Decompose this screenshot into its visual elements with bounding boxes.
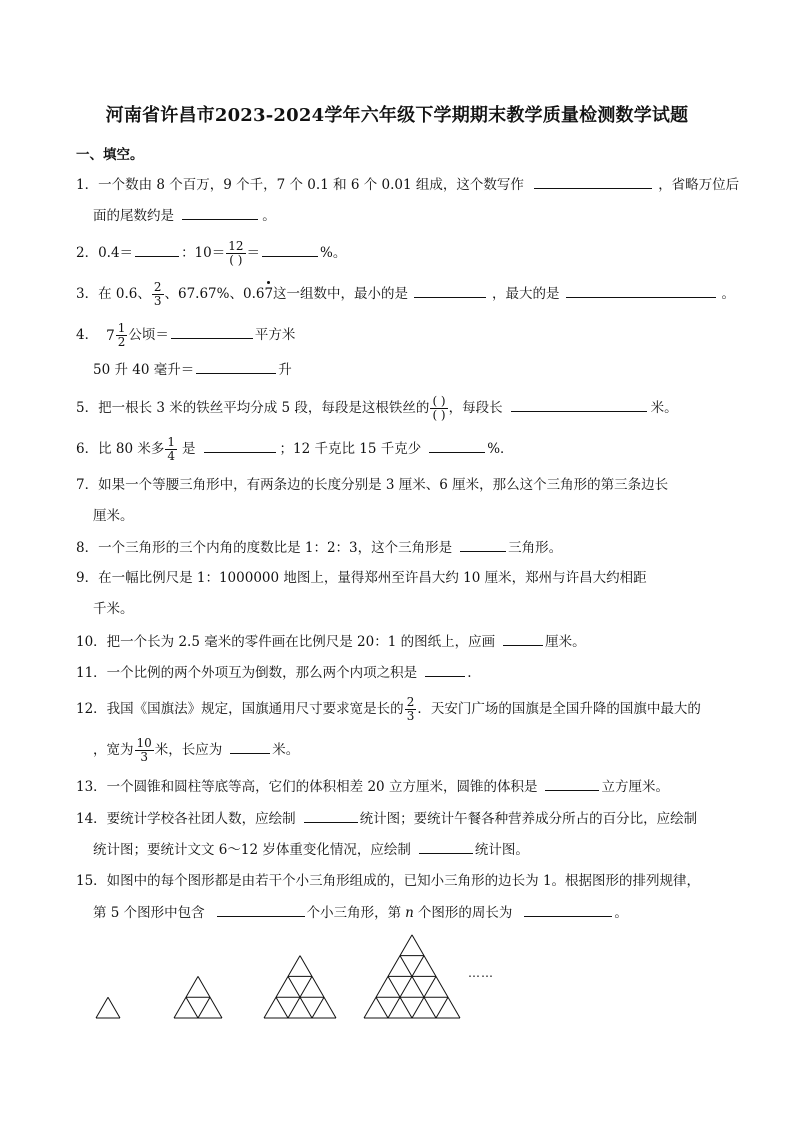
- question-text: ：10＝: [181, 245, 226, 261]
- question-10: [76, 631, 586, 652]
- question-text: 千米。: [93, 601, 134, 617]
- answer-blank[interactable]: [204, 438, 276, 453]
- fraction-numerator: 2: [406, 695, 415, 709]
- question-text: 7．如果一个等腰三角形中，有两条边的长度分别是 3 厘米、6 厘米，那么这个三角形的第三条边长: [76, 477, 669, 493]
- question-12-line-2: [93, 737, 299, 764]
- fraction-numerator: 12: [228, 239, 244, 253]
- answer-blank[interactable]: [534, 174, 652, 189]
- question-text: 。: [721, 286, 736, 302]
- fraction: [430, 395, 447, 422]
- question-text: %。: [320, 245, 347, 261]
- question-text: ；12 千克比 15 千克少: [279, 441, 422, 457]
- question-text: ，省略万位后: [658, 177, 740, 193]
- question-text: 立方厘米。: [601, 779, 669, 795]
- fraction: [152, 281, 164, 308]
- question-text: 4．: [76, 327, 99, 343]
- question-text: 15．如图中的每个图形都是由若干个小三角形组成的，已知小三角形的边长为 1。根据图形的排列规律，: [76, 873, 701, 889]
- question-1-line-2: [93, 205, 276, 226]
- triangle-figure-4: [364, 935, 460, 1018]
- question-text: 米，长应为: [154, 742, 223, 758]
- question-8: [76, 537, 562, 558]
- fraction-denominator[interactable]: ( ): [432, 408, 446, 422]
- section-heading: 一、填空。: [76, 147, 144, 163]
- question-text: 、67.67%、0.6: [164, 286, 265, 302]
- question-13: [76, 776, 669, 797]
- question-text: ，最大的是: [492, 286, 560, 302]
- question-text: 是: [182, 441, 196, 457]
- answer-blank[interactable]: [262, 242, 318, 257]
- triangle-figure-1: [96, 997, 120, 1018]
- question-text: 平方米: [254, 327, 296, 343]
- triangle-edge: [96, 997, 108, 1018]
- question-text: 个图形的周长为: [417, 905, 513, 921]
- fraction-denominator: 4: [167, 449, 175, 463]
- triangle-figure-3: [264, 956, 336, 1018]
- answer-blank[interactable]: [566, 283, 716, 298]
- question-text: 10．把一个长为 2.5 毫米的零件画在比例尺是 20：1 的图纸上，应画: [76, 634, 496, 650]
- question-text: 三角形。: [508, 540, 563, 556]
- triangle-edge: [376, 997, 388, 1018]
- triangle-edge: [300, 956, 336, 1018]
- triangle-edge: [264, 956, 300, 1018]
- question-text: 3．在 0.6、: [76, 286, 151, 302]
- answer-blank[interactable]: [524, 902, 612, 917]
- question-11: [76, 662, 471, 683]
- answer-blank[interactable]: [425, 662, 465, 677]
- triangle-edge: [198, 997, 210, 1018]
- question-9-line-1: [76, 568, 647, 588]
- question-text: 14．要统计学校各社团人数，应绘制: [76, 811, 296, 827]
- question-text: 第 5 个图形中包含: [93, 905, 205, 921]
- fraction-denominator: 2: [117, 335, 126, 349]
- question-text: 米。: [650, 400, 678, 416]
- question-text: ，宽为: [93, 742, 134, 758]
- question-text: 13．一个圆锥和圆柱等底等高，它们的体积相差 20 立方厘米，圆锥的体积是: [76, 779, 538, 795]
- question-text: 公顷＝: [128, 327, 169, 343]
- answer-blank[interactable]: [419, 839, 473, 854]
- question-15-line-1: [76, 871, 700, 891]
- question-text: 9．在一幅比例尺是 1：1000000 地图上，量得郑州至许昌大约 10 厘米，郑州与许昌大约相距: [76, 570, 647, 586]
- answer-blank[interactable]: [511, 397, 647, 412]
- question-text: 5．把一根长 3 米的铁丝平均分成 5 段，每段是这根铁丝的: [76, 400, 430, 416]
- fraction-numerator: 1: [167, 435, 175, 449]
- fraction-denominator: 3: [140, 750, 148, 764]
- question-text: 8．一个三角形的三个内角的度数比是 1：2：3，这个三角形是: [76, 540, 453, 556]
- triangle-figure-2: [174, 976, 222, 1018]
- triangle-edge: [276, 997, 288, 1018]
- answer-blank[interactable]: [503, 631, 543, 646]
- question-12-line-1: [76, 696, 701, 723]
- answer-blank[interactable]: [460, 537, 506, 552]
- answer-blank[interactable]: [196, 359, 276, 374]
- question-7-line-2: [93, 506, 134, 526]
- answer-blank[interactable]: [217, 902, 305, 917]
- answer-blank[interactable]: [171, 324, 253, 339]
- question-text: ，每段长: [448, 400, 503, 416]
- question-3: [76, 281, 735, 308]
- triangle-edge: [186, 997, 198, 1018]
- continuation-ellipsis: ……: [468, 966, 494, 980]
- fraction-denominator: 3: [406, 709, 415, 723]
- triangle-pattern-figure: [0, 930, 794, 1030]
- fraction-numerator: 2: [153, 280, 162, 294]
- fraction: [165, 436, 177, 463]
- question-1-line-1: [76, 174, 739, 195]
- variable-n: n: [405, 905, 414, 921]
- question-text: 厘米。: [93, 508, 134, 524]
- answer-blank[interactable]: [545, 776, 599, 791]
- question-text: 米。: [272, 742, 300, 758]
- fraction-denominator[interactable]: ( ): [229, 253, 243, 267]
- question-text: 6．比 80 米多: [76, 441, 165, 457]
- question-text: %．: [487, 441, 514, 457]
- triangle-edge: [436, 997, 448, 1018]
- triangle-edge: [400, 956, 436, 1018]
- question-text: .: [467, 665, 472, 681]
- question-text: 。: [614, 905, 628, 921]
- answer-blank[interactable]: [429, 438, 485, 453]
- question-text: 升: [278, 362, 292, 378]
- question-text: 11．一个比例的两个外项互为倒数，那么两个内项之积是: [76, 665, 418, 681]
- triangle-edge: [312, 997, 324, 1018]
- question-text: 2．0.4＝: [76, 245, 134, 261]
- mixed-number-integer: 7: [106, 327, 115, 344]
- answer-blank[interactable]: [135, 242, 179, 257]
- triangle-edge: [388, 956, 424, 1018]
- fraction: [135, 737, 154, 764]
- question-text: 统计图。: [474, 842, 529, 858]
- question-text: 。: [262, 208, 276, 224]
- question-14-line-2: [93, 839, 529, 860]
- question-text: 50 升 40 毫升＝: [93, 362, 195, 378]
- fraction-denominator: 3: [153, 294, 162, 308]
- question-text: ＝: [246, 245, 261, 261]
- question-5: [76, 395, 678, 422]
- question-text: 这一组数中，最小的是: [273, 286, 409, 302]
- question-text: 统计图；要统计文文 6～12 岁体重变化情况，应绘制: [93, 842, 411, 858]
- fraction: [116, 322, 128, 349]
- question-text: 面的尾数约是: [93, 208, 174, 224]
- question-text: 1．一个数由 8 个百万，9 个千，7 个 0.1 和 6 个 0.01 组成，这个数写作: [76, 177, 524, 193]
- answer-blank[interactable]: [230, 739, 270, 754]
- question-7-line-1: [76, 475, 668, 495]
- fraction-numerator: 1: [117, 321, 126, 335]
- question-4-line-1: [76, 322, 295, 349]
- fraction: [226, 240, 245, 267]
- answer-blank[interactable]: [414, 283, 486, 298]
- question-4-line-2: [93, 359, 292, 380]
- fraction-numerator: 10: [136, 736, 152, 750]
- question-text: 统计图；要统计午餐各种营养成分所占的百分比，应绘制: [359, 811, 698, 827]
- repeating-digit: 7: [264, 286, 274, 302]
- triangle-edge: [108, 997, 120, 1018]
- question-6: [76, 436, 514, 463]
- fraction-numerator[interactable]: ( ): [432, 394, 446, 408]
- fraction: [405, 696, 417, 723]
- question-9-line-2: [93, 599, 134, 619]
- question-text: 个小三角形，第: [306, 905, 402, 921]
- question-text: 厘米。: [545, 634, 586, 650]
- answer-blank[interactable]: [304, 808, 358, 823]
- answer-blank[interactable]: [182, 205, 258, 220]
- question-2: [76, 240, 346, 267]
- page-title: 河南省许昌市2023-2024学年六年级下学期期末教学质量检测数学试题: [105, 105, 689, 126]
- question-text: 12．我国《国旗法》规定，国旗通用尺寸要求宽是长的: [76, 701, 404, 717]
- question-14-line-1: [76, 808, 697, 829]
- question-15-line-2: [93, 902, 628, 923]
- question-text: ．天安门广场的国旗是全国升降的国旗中最大的: [417, 701, 701, 717]
